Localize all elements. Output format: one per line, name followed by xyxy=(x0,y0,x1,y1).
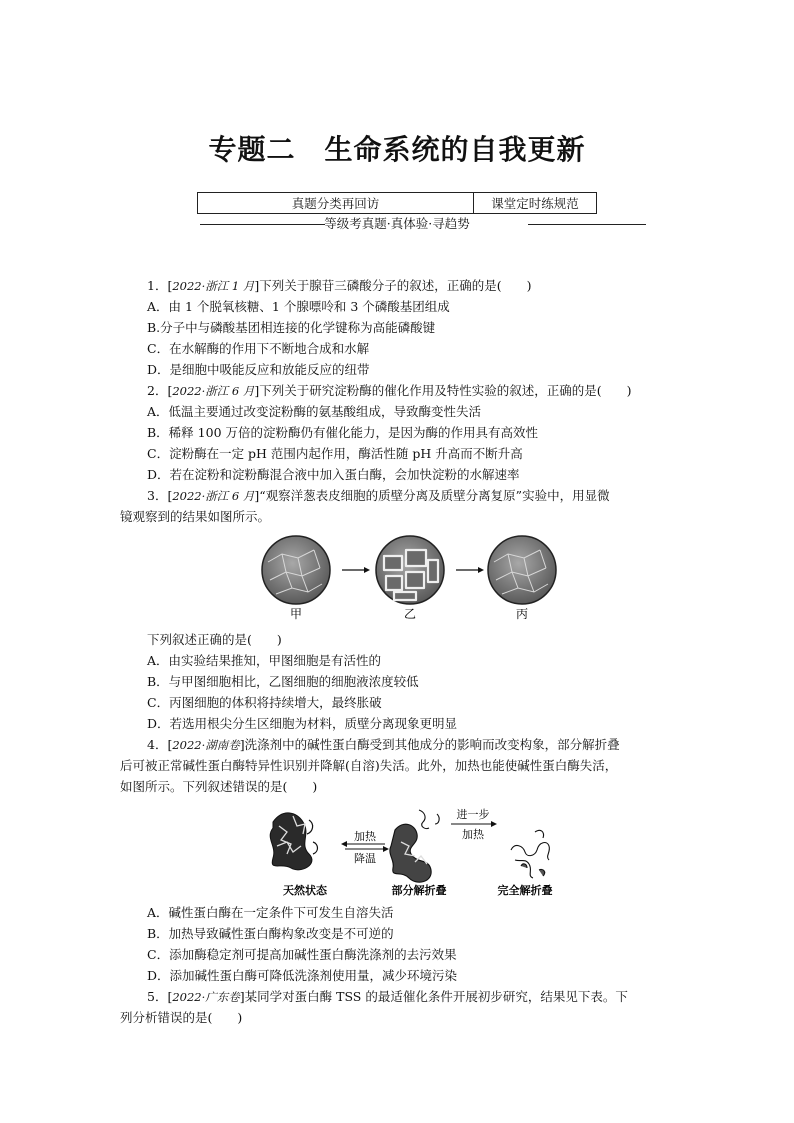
question-3-stem: 3．[2022·浙江 6 月]“观察洋葱表皮细胞的质壁分离及质壁分离复原”实验中，用显微 xyxy=(147,488,610,503)
question-5-stem: 5．[2022·广东卷]某同学对蛋白酶 TSS 的最适催化条件开展初步研究，结果见下表。下 xyxy=(147,989,628,1004)
question-4-stem-cont-1: 后可被正常碱性蛋白酶特异性识别并降解(自溶)失活。此外，加热也能使碱性蛋白酶失活， xyxy=(120,758,618,773)
question-1-source: 2022·浙江 1 月 xyxy=(172,279,255,293)
label-yi: 乙 xyxy=(403,607,417,621)
tab-practice: 课堂定时练规范 xyxy=(491,196,579,211)
question-5-source: 2022·广东卷 xyxy=(172,990,240,1004)
question-1-option-d: D．是细胞中吸能反应和放能反应的纽带 xyxy=(147,362,370,377)
label-cool: 降温 xyxy=(354,852,376,865)
cell-image-bing xyxy=(488,536,556,604)
question-2-option-c: C．淀粉酶在一定 pH 范围内起作用，酶活性随 pH 升高而不断升高 xyxy=(147,446,523,461)
question-4-option-b: B．加热导致碱性蛋白酶构象改变是不可逆的 xyxy=(147,926,394,941)
question-3-option-b: B．与甲图细胞相比，乙图细胞的细胞液浓度较低 xyxy=(147,674,419,689)
question-3-source: 2022·浙江 6 月 xyxy=(172,489,255,503)
native-state-protein xyxy=(270,813,317,870)
label-partial: 部分解折叠 xyxy=(391,884,447,897)
question-5-stem-cont: 列分析错误的是( ) xyxy=(120,1010,243,1025)
question-2-source: 2022·浙江 6 月 xyxy=(172,384,255,398)
label-full: 完全解折叠 xyxy=(497,884,553,897)
question-3-prompt: 下列叙述正确的是( ) xyxy=(147,632,282,647)
label-heat: 加热 xyxy=(354,830,376,843)
question-1-option-c: C．在水解酶的作用下不断地合成和水解 xyxy=(147,341,370,356)
label-jia: 甲 xyxy=(289,607,303,621)
question-4-stem-cont-2: 如图所示。下列叙述错误的是( ) xyxy=(120,779,318,794)
question-3-option-a: A．由实验结果推知，甲图细胞是有活性的 xyxy=(147,653,382,668)
label-heat-2: 加热 xyxy=(462,828,484,841)
page-title: 专题二 生命系统的自我更新 xyxy=(208,133,586,166)
question-4-option-c: C．添加酶稳定剂可提高加碱性蛋白酶洗涤剂的去污效果 xyxy=(147,947,457,962)
section-heading: 等级考真题·真体验·寻趋势 xyxy=(324,216,470,231)
question-3-option-d: D．若选用根尖分生区细胞为材料，质壁分离现象更明显 xyxy=(147,716,458,731)
question-1-option-a: A．由 1 个脱氧核糖、1 个腺嘌呤和 3 个磷酸基团组成 xyxy=(147,299,450,314)
cell-micrograph-figure xyxy=(258,532,558,624)
question-3-option-c: C．丙图细胞的体积将持续增大，最终胀破 xyxy=(147,695,382,710)
tab-review: 真题分类再回访 xyxy=(198,193,474,213)
label-native: 天然状态 xyxy=(283,884,327,897)
section-tabs xyxy=(197,192,597,214)
cell-image-yi xyxy=(376,536,444,604)
fully-unfolded-protein xyxy=(511,830,549,878)
protein-folding-figure xyxy=(265,802,565,898)
label-bing: 丙 xyxy=(515,607,529,621)
cell-image-jia xyxy=(262,536,330,604)
question-2-option-a: A．低温主要通过改变淀粉酶的氨基酸组成，导致酶变性失活 xyxy=(147,404,482,419)
question-3-stem-cont: 镜观察到的结果如图所示。 xyxy=(120,509,271,524)
question-2-option-d: D．若在淀粉和淀粉酶混合液中加入蛋白酶，会加快淀粉的水解速率 xyxy=(147,467,520,482)
question-4-stem: 4．[2022·湖南卷]洗涤剂中的碱性蛋白酶受到其他成分的影响而改变构象，部分解折叠 xyxy=(147,737,620,752)
question-1-option-b: B.分子中与磷酸基团相连接的化学键称为高能磷酸键 xyxy=(147,320,436,335)
partially-unfolded-protein xyxy=(390,810,439,882)
question-1-stem: 1．[2022·浙江 1 月]下列关于腺苷三磷酸分子的叙述，正确的是( ) xyxy=(147,278,532,293)
question-2-option-b: B．稀释 100 万倍的淀粉酶仍有催化能力，是因为酶的作用具有高效性 xyxy=(147,425,538,440)
question-4-option-a: A．碱性蛋白酶在一定条件下可发生自溶失活 xyxy=(147,905,394,920)
question-4-source: 2022·湖南卷 xyxy=(172,738,240,752)
label-further: 进一步 xyxy=(456,808,490,821)
question-4-option-d: D．添加碱性蛋白酶可降低洗涤剂使用量，减少环境污染 xyxy=(147,968,458,983)
question-2-stem: 2．[2022·浙江 6 月]下列关于研究淀粉酶的催化作用及特性实验的叙述，正确的是( ) xyxy=(147,383,632,398)
